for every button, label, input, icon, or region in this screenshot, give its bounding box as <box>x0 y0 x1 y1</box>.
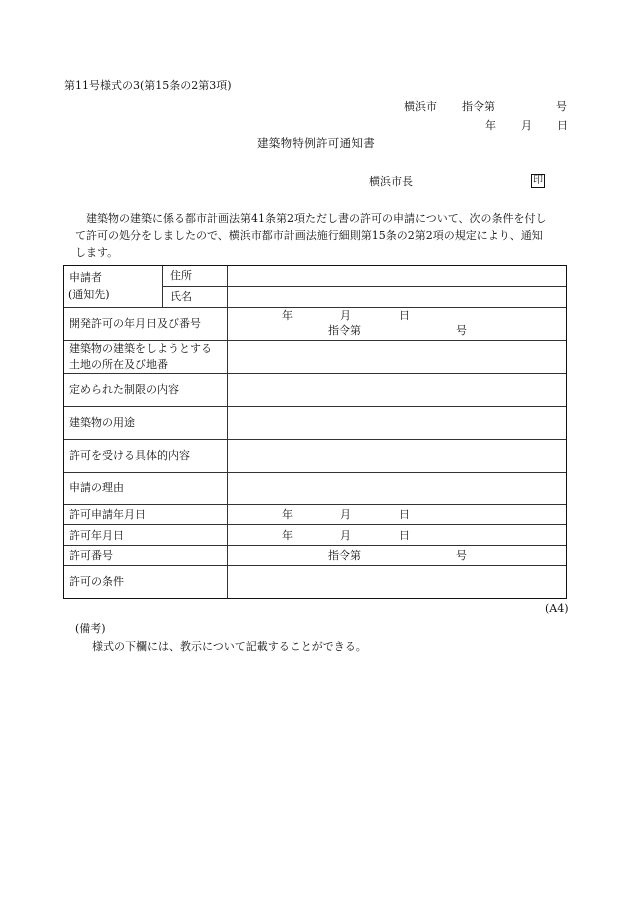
paper-size-label: (A4) <box>545 602 569 615</box>
row-divider <box>162 286 566 287</box>
restriction-label: 定められた制限の内容 <box>69 383 179 396</box>
application-date-year: 年 <box>282 508 293 521</box>
seal-stamp-icon: 印 <box>533 175 543 186</box>
dev-permit-month: 月 <box>340 309 351 322</box>
dev-permit-day: 日 <box>399 309 410 322</box>
remarks-text: 様式の下欄には、教示について記載することができる。 <box>92 640 367 653</box>
permit-number-label: 許可番号 <box>69 549 113 562</box>
column-divider <box>227 266 228 598</box>
application-date-month: 月 <box>340 508 351 521</box>
application-date-label: 許可申請年月日 <box>69 508 146 521</box>
reason-label: 申請の理由 <box>69 481 124 494</box>
document-title: 建築物特例許可通知書 <box>257 136 375 150</box>
row-divider <box>64 472 566 473</box>
row-divider <box>64 373 566 374</box>
row-divider <box>64 307 566 308</box>
form-number-label: 第11号様式の3(第15条の2第3項) <box>64 79 232 92</box>
name-label: 氏名 <box>170 290 192 303</box>
dev-permit-label: 開発許可の年月日及び番号 <box>69 317 201 330</box>
permit-number-suffix: 号 <box>456 549 467 562</box>
issue-date-year: 年 <box>485 119 496 132</box>
permit-date-year: 年 <box>282 529 293 542</box>
applicant-label: 申請者 <box>69 271 102 284</box>
row-divider <box>64 439 566 440</box>
building-use-label: 建築物の用途 <box>69 416 135 429</box>
issue-date-day: 日 <box>557 119 568 132</box>
permit-date-label: 許可年月日 <box>69 529 124 542</box>
permit-date-month: 月 <box>340 529 351 542</box>
row-divider <box>64 406 566 407</box>
applicant-sublabel: (通知先) <box>68 288 110 301</box>
conditions-label: 許可の条件 <box>69 575 124 588</box>
dev-permit-number-suffix: 号 <box>456 324 467 337</box>
address-label: 住所 <box>170 269 192 282</box>
dev-permit-year: 年 <box>282 309 293 322</box>
application-date-day: 日 <box>399 508 410 521</box>
body-line-3: します。 <box>75 246 119 259</box>
sender-mayor: 横浜市長 <box>369 175 413 188</box>
specific-content-label: 許可を受ける具体的内容 <box>69 449 190 462</box>
row-divider <box>64 565 566 566</box>
row-divider <box>64 545 566 546</box>
column-divider <box>162 266 163 307</box>
reference-designation: 指令第 <box>462 100 495 113</box>
location-label-line2: 土地の所在及び地番 <box>69 358 168 371</box>
row-divider <box>64 524 566 525</box>
body-line-1: 建築物の建築に係る都市計画法第41条第2項ただし書の許可の申請について、次の条件を付し <box>86 212 547 225</box>
dev-permit-designation: 指令第 <box>328 324 361 337</box>
issue-date-month: 月 <box>521 119 532 132</box>
remarks-title: (備考) <box>75 622 106 635</box>
row-divider <box>64 340 566 341</box>
row-divider <box>64 504 566 505</box>
permit-date-day: 日 <box>399 529 410 542</box>
location-label-line1: 建築物の建築をしようとする <box>69 342 212 355</box>
reference-number-suffix: 号 <box>556 100 567 113</box>
permit-number-designation: 指令第 <box>328 549 361 562</box>
reference-city: 横浜市 <box>404 100 437 113</box>
permit-details-table <box>63 265 567 599</box>
body-line-2: て許可の処分をしましたので、横浜市都市計画法施行細則第15条の2第2項の規定により、通知 <box>75 229 543 242</box>
